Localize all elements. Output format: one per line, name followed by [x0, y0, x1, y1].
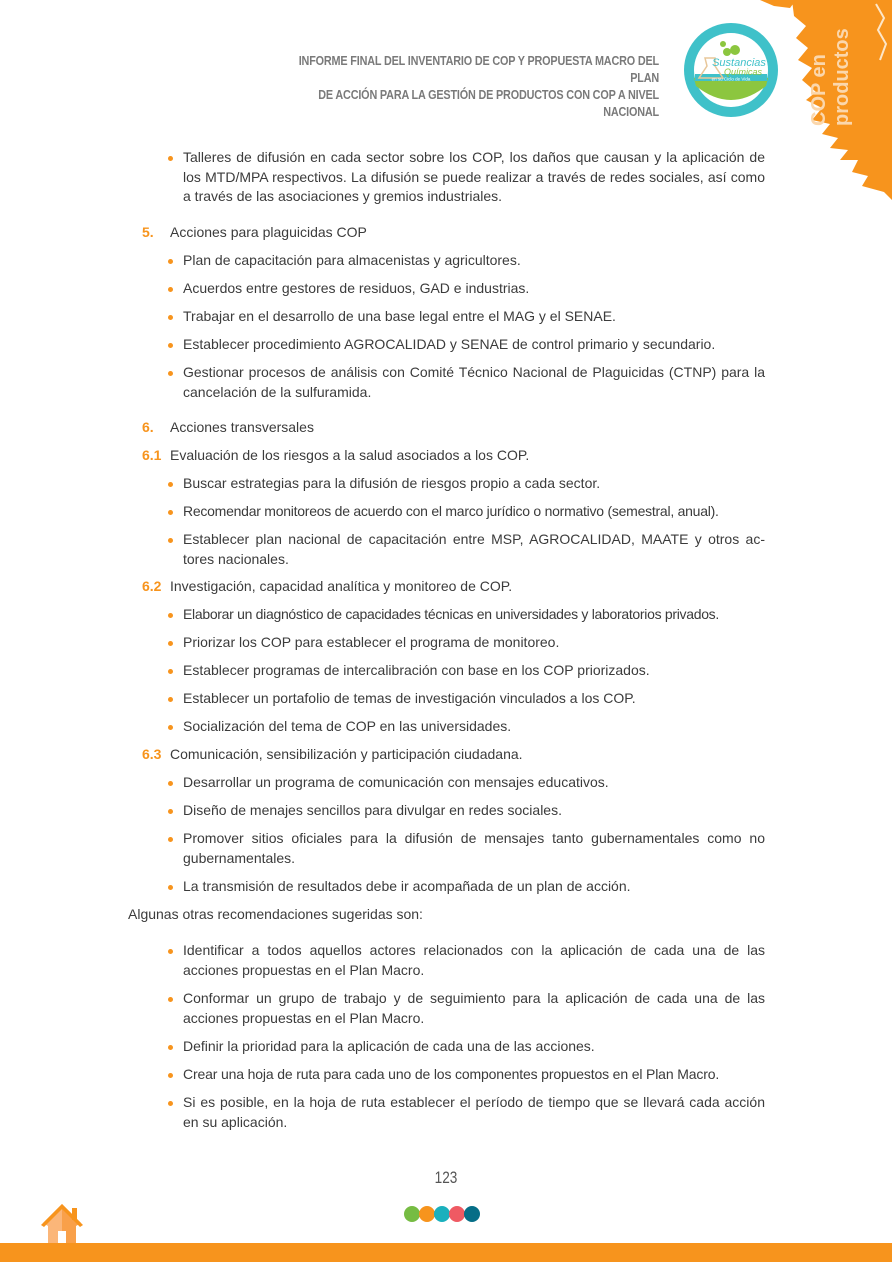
subsection-title: Investigación, capacidad analítica y monitoreo de COP.	[170, 578, 513, 594]
bullet-icon	[168, 315, 173, 320]
bullet-icon	[168, 669, 173, 674]
sustancias-quimicas-seal-logo	[681, 22, 781, 118]
bullet-icon	[168, 482, 173, 487]
section-tab-line2: productos	[831, 28, 853, 126]
subsection-6-3-heading	[142, 745, 523, 765]
bullet-icon	[168, 1101, 173, 1106]
bullet-icon	[168, 371, 173, 376]
bullet-icon	[168, 997, 173, 1002]
bullet-icon	[168, 287, 173, 292]
bullet-icon	[168, 538, 173, 543]
section-tab-line1: COP en	[808, 54, 830, 126]
dot-green	[404, 1206, 420, 1222]
subsection-6-2-heading	[142, 577, 512, 597]
subsection-6-1-heading	[142, 446, 529, 466]
bullet-icon	[168, 641, 173, 646]
section-title: Acciones para plaguicidas COP	[170, 224, 367, 240]
section-title: Acciones transversales	[170, 419, 314, 435]
section-number: 5.	[142, 224, 154, 240]
bullet-icon	[168, 781, 173, 786]
subsection-title: Comunicación, sensibilización y participación ciudadana.	[170, 746, 523, 762]
dot-teal	[434, 1206, 450, 1222]
svg-text:en su Ciclo de Vida: en su Ciclo de Vida	[711, 76, 751, 82]
dot-red	[449, 1206, 465, 1222]
seal-main-text: Sustancias	[712, 57, 766, 69]
section-6-heading	[142, 418, 314, 438]
bullet-icon	[168, 156, 173, 161]
bullet-icon	[168, 1045, 173, 1050]
section-number: 6.	[142, 419, 154, 435]
subsection-title: Evaluación de los riesgos a la salud asociados a los COP.	[170, 447, 530, 463]
subsection-number: 6.1	[142, 447, 162, 463]
section-tab-label	[807, 28, 863, 138]
bullet-icon	[168, 837, 173, 842]
dot-orange	[419, 1206, 435, 1222]
bullet-icon	[168, 885, 173, 890]
color-dots-decoration	[404, 1206, 479, 1222]
bullet-icon	[168, 697, 173, 702]
header-title-line2: DE ACCIÓN PARA LA GESTIÓN DE PRODUCTOS CON COP A NIVEL NACIONAL	[318, 88, 659, 119]
home-icon[interactable]	[40, 1204, 86, 1244]
bullet-icon	[168, 613, 173, 618]
bullet-icon	[168, 809, 173, 814]
section-5-heading	[142, 223, 367, 243]
bullet-icon	[168, 510, 173, 515]
page-number: 123	[434, 1168, 458, 1187]
header-title-line1: INFORME FINAL DEL INVENTARIO DE COP Y PROPUESTA MACRO DEL PLAN	[298, 54, 659, 85]
subsection-number: 6.3	[142, 746, 162, 762]
bullet-icon	[168, 259, 173, 264]
bullet-icon	[168, 725, 173, 730]
bullet-icon	[168, 1073, 173, 1078]
dot-dark-teal	[464, 1206, 480, 1222]
bullet-icon	[168, 949, 173, 954]
subsection-number: 6.2	[142, 578, 162, 594]
other-recommendations-intro: Algunas otras recomendaciones sugeridas son:	[128, 906, 423, 922]
document-header-title	[281, 53, 659, 121]
svg-text:Químicas: Químicas	[723, 67, 763, 77]
bullet-icon	[168, 343, 173, 348]
footer-bar	[0, 1243, 892, 1262]
